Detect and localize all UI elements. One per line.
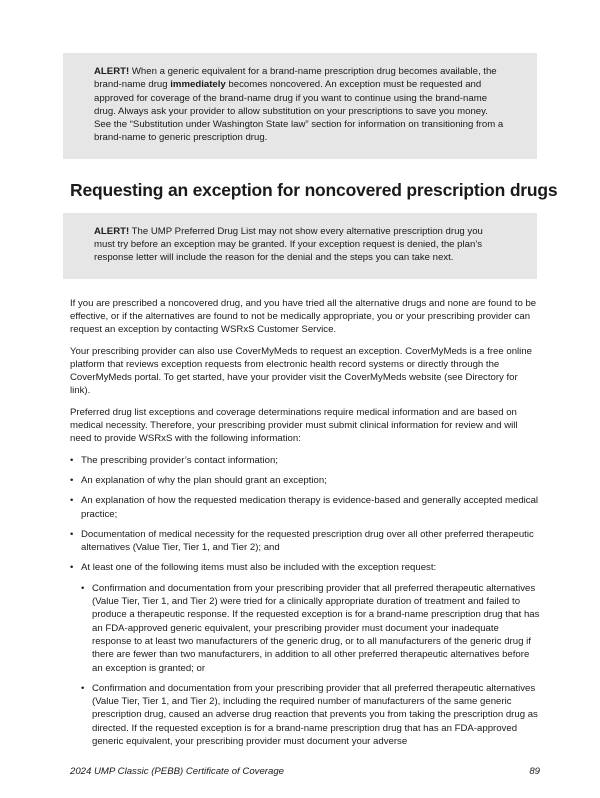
section-heading: Requesting an exception for noncovered prescription drugs — [70, 179, 558, 200]
paragraph: If you are prescribed a noncovered drug, and you have tried all the alternative drugs and none are found to be effective, or if the alternatives are found to not be medically appropriate, you or your prescribing provider can request an exception by contacting WSRxS Customer Service. — [70, 297, 537, 336]
alert-box-generic-equivalent — [63, 53, 537, 159]
sub-list-item: • Confirmation and documentation from your prescribing provider that all preferred therapeutic alternatives (Value Tier, Tier 1, and Tier 2), including the required number of manufacturers of the same generic prescription drug, caused an adverse drug reaction that prevents you from taking the prescription drug as directed. If the requested exception is for a brand-name prescription drug that has an FDA-approved generic equivalent, your prescribing provider must document your adverse — [81, 682, 540, 748]
sub-list — [81, 582, 540, 749]
alert-text: becomes noncovered. An exception must be requested and approved for coverage of the brand-name drug if you want to continue using the brand-name drug. Always ask your provider to allow substitution on your prescriptions to save you money. See the “Substitution under Washington State law” section for information on transitioning from a brand-name to generic prescription drug. — [94, 79, 504, 144]
alert-label: ALERT! — [94, 225, 130, 237]
page-number: 89 — [529, 766, 540, 778]
list-item: • Documentation of medical necessity for the requested prescription drug over all other preferred therapeutic alternatives (Value Tier, Tier 1, and Tier 2); and — [70, 528, 540, 555]
alert-label: ALERT! — [94, 66, 130, 77]
list-item: • The prescribing provider’s contact information; — [70, 454, 540, 467]
list-item: • An explanation of how the requested medication therapy is evidence-based and generally accepted medical practice; — [70, 494, 540, 521]
sub-list-item: • Confirmation and documentation from your prescribing provider that all preferred therapeutic alternatives (Value Tier, Tier 1, and Tier 2) were tried for a clinically appropriate duration of treatment and failed to produce a therapeutic response. If the requested exception is for a brand-name prescription drug that has an FDA-approved generic equivalent, your prescribing provider must document your inadequate response to at least two manufacturers of the generic drug, or to all manufacturers of the generic drug if there are fewer than two manufacturers, in addition to all other preferred therapeutic alternatives before an exception is granted; or — [81, 582, 540, 675]
paragraph: Your prescribing provider can also use CoverMyMeds to request an exception. CoverMyMeds is a free online platform that reviews exception requests from electronic health record systems or directly through the CoverMyMeds portal. To get started, have your provider visit the CoverMyMeds website (see Directory for link). — [70, 345, 532, 397]
alert-box-preferred-drug-list — [63, 213, 537, 279]
alert-emphasis: immediately — [170, 79, 226, 91]
list-item-text: At least one of the following items must also be included with the exception request: — [81, 562, 437, 574]
alert-text: The UMP Preferred Drug List may not show every alternative prescription drug you must try before an exception may be granted. If your exception request is denied, the plan’s response letter will include the reason for the denial and the steps you can take next. — [94, 225, 483, 264]
footer-title: 2024 UMP Classic (PEBB) Certificate of Coverage — [70, 766, 284, 778]
paragraph: Preferred drug list exceptions and coverage determinations require medical information and are based on medical necessity. Therefore, your prescribing provider must submit clinical information for review and will need to provide WSRxS with the following information: — [70, 406, 518, 445]
list-item: • An explanation of why the plan should grant an exception; — [70, 474, 540, 487]
body-text — [70, 297, 540, 756]
list-item — [70, 561, 540, 748]
alert-text: When a generic equivalent for a brand-name prescription drug becomes available, the brand-name drug — [94, 66, 497, 91]
requirements-list — [70, 454, 540, 749]
